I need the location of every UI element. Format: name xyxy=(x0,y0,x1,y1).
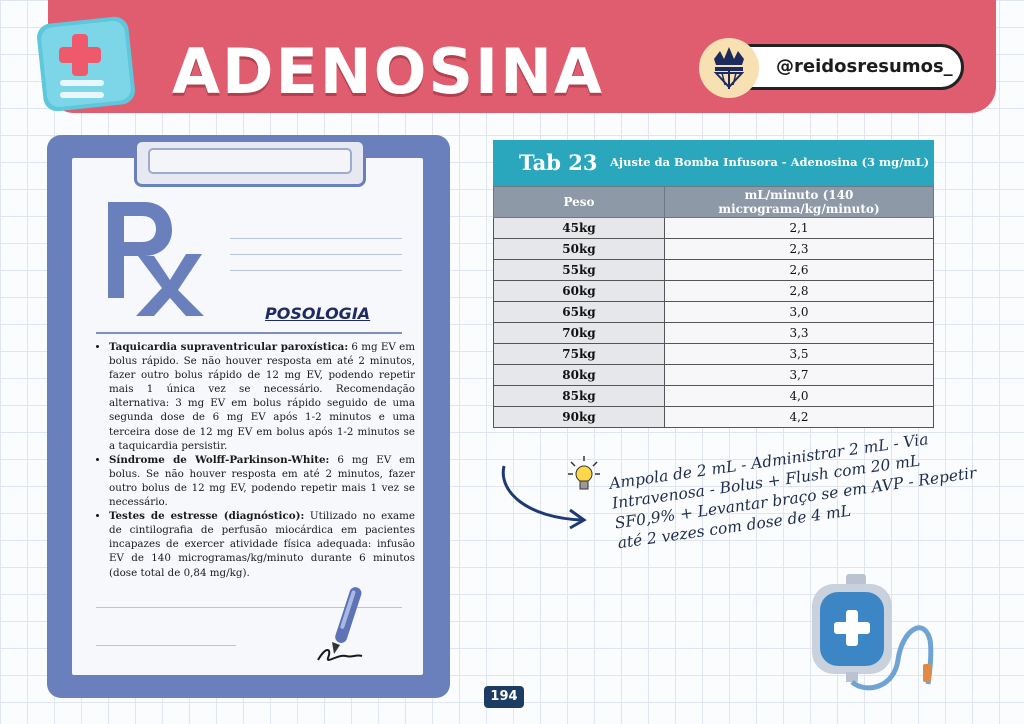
table-row xyxy=(494,281,934,302)
table-row xyxy=(494,323,934,344)
cell-peso: 75kg xyxy=(494,344,665,365)
handwritten-note: Ampola de 2 mL - Administrar 2 mL - Via Intravenosa - Bolus + Flush com 20 mL SF0,9% + Levantar braço se em AVP - Repetir até 2 vezes com dose de 4 mL xyxy=(608,430,978,553)
dosage-item-title: Síndrome de Wolff-Parkinson-White: xyxy=(109,453,330,466)
page-number: 194 xyxy=(484,686,524,708)
table-row xyxy=(494,344,934,365)
cell-rate: 3,5 xyxy=(665,344,934,365)
table-row xyxy=(494,365,934,386)
dosage-item xyxy=(109,340,415,453)
curved-arrow-icon xyxy=(498,462,590,532)
clipboard-clip-inner xyxy=(148,148,352,174)
table-row xyxy=(494,218,934,239)
cell-peso: 45kg xyxy=(494,218,665,239)
cell-peso: 70kg xyxy=(494,323,665,344)
cell-peso: 65kg xyxy=(494,302,665,323)
cell-peso: 90kg xyxy=(494,407,665,428)
cell-rate: 3,3 xyxy=(665,323,934,344)
table-row xyxy=(494,302,934,323)
crown-logo-icon xyxy=(698,37,760,99)
rx-symbol-icon xyxy=(98,196,208,318)
cell-peso: 85kg xyxy=(494,386,665,407)
table-row xyxy=(494,260,934,281)
dosage-item-title: Testes de estresse (diagnóstico): xyxy=(109,510,305,523)
dosage-list xyxy=(94,340,415,580)
table-row xyxy=(494,239,934,260)
table-header-row xyxy=(494,187,934,218)
paper-line xyxy=(96,332,402,334)
cell-peso: 80kg xyxy=(494,365,665,386)
paper-line xyxy=(230,254,402,255)
table-row xyxy=(494,407,934,428)
column-header-rate: mL/minuto (140 micrograma/kg/minuto) xyxy=(665,187,934,218)
pen-signature-icon xyxy=(312,584,382,668)
dosage-item-title: Taquicardia supraventricular paroxística: xyxy=(109,341,349,353)
posologia-heading: POSOLOGIA xyxy=(265,304,371,323)
paper-line xyxy=(230,270,402,271)
cell-rate: 2,3 xyxy=(665,239,934,260)
cell-rate: 4,2 xyxy=(665,407,934,428)
cell-rate: 4,0 xyxy=(665,386,934,407)
table-title: Ajuste da Bomba Infusora - Adenosina (3 mg/mL) xyxy=(610,155,930,169)
dosage-item xyxy=(109,453,415,509)
cell-peso: 60kg xyxy=(494,281,665,302)
page-title: ADENOSINA xyxy=(172,35,604,108)
dosage-item-text: Utilizado no exame de cintilografia de perfusão miocárdica em pacientes incapazes de exercer atividade física adequada: infusão EV de 140 microgramas/kg/minuto durante 6 minutos (dose total de 0,84 mg/kg). xyxy=(109,510,415,579)
table-row xyxy=(494,386,934,407)
table-number: Tab 23 xyxy=(519,150,598,175)
paper-line xyxy=(96,645,236,646)
cell-rate: 2,8 xyxy=(665,281,934,302)
medical-record-icon xyxy=(34,14,140,114)
paper-line xyxy=(230,238,402,239)
dosage-item-text: 6 mg EV em bolus. Se não houver resposta em até 2 minutos, fazer outro bolus de 12 mg EV, podendo repetir mais 1 vez se necessário. xyxy=(109,453,416,509)
dosage-item-text: 6 mg EV em bolus rápido. Se não houver resposta em até 2 minutos, fazer outro bolus rápido de 12 mg EV, podendo repetir mais 1 única vez se necessário. Recomendação alternativa: 3 mg EV em bolus rápido seguido de uma segunda dose de 6 mg EV após 1-2 minutos e uma terceira dose de 12 mg EV em bolus após 1-2 minutos se a taquicardia persistir. xyxy=(109,341,415,452)
cell-peso: 55kg xyxy=(494,260,665,281)
column-header-peso: Peso xyxy=(494,187,665,218)
cell-peso: 50kg xyxy=(494,239,665,260)
dosage-item xyxy=(109,509,415,579)
cell-rate: 2,1 xyxy=(665,218,934,239)
iv-bag-icon xyxy=(806,570,946,694)
cell-rate: 2,6 xyxy=(665,260,934,281)
cell-rate: 3,0 xyxy=(665,302,934,323)
cell-rate: 3,7 xyxy=(665,365,934,386)
social-handle: @reidosresumos_ xyxy=(776,56,953,77)
infusion-table xyxy=(493,186,934,428)
